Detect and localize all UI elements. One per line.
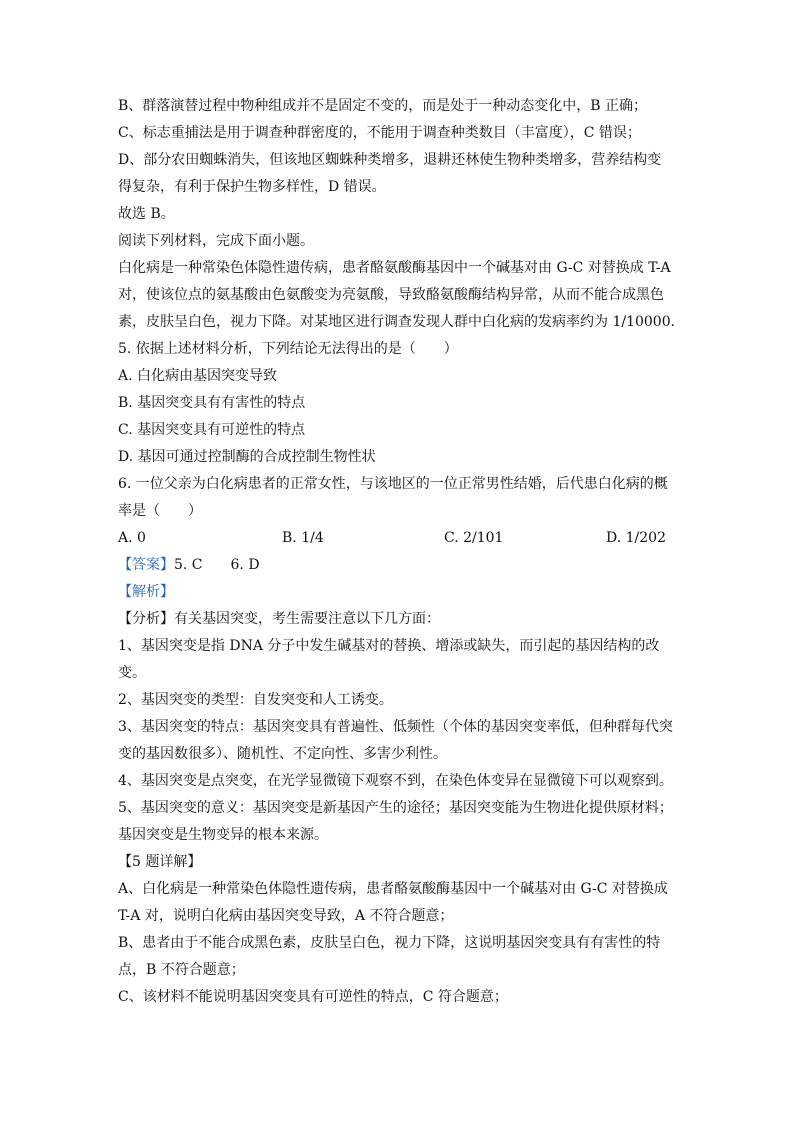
- analysis-line: 2、基因突变的类型：自发突变和人工诱变。: [118, 692, 393, 708]
- q6-option-a: A. 0: [118, 530, 146, 546]
- text-line: 白化病是一种常染色体隐性遗传病，患者酪氨酸酶基因中一个碱基对由 G-C 对替换成 T-A: [118, 260, 671, 276]
- option-b: B. 基因突变具有有害性的特点: [118, 395, 306, 411]
- question-6: 6. 一位父亲为白化病患者的正常女性，与该地区的一位正常男性结婚，后代患白化病的概: [118, 476, 668, 492]
- analysis-line: 变。: [118, 665, 146, 681]
- analysis-line: 变的基因数很多）、随机性、不定向性、多害少利性。: [118, 746, 447, 762]
- option-d: D. 基因可通过控制酶的合成控制生物性状: [118, 449, 376, 465]
- text-line: 素，皮肤呈白色，视力下降。对某地区进行调查发现人群中白化病的发病率约为 1/10000.: [118, 314, 676, 330]
- answer-tag: 【答案】: [118, 557, 174, 573]
- q6-option-b: B. 1/4: [282, 530, 324, 546]
- text-line: 对，使该位点的氨基酸由色氨酸变为亮氨酸，导致酪氨酸酶结构异常，从而不能合成黑色: [118, 287, 664, 303]
- text-line: D、部分农田蜘蛛消失，但该地区蜘蛛种类增多，退耕还林使生物种类增多，营养结构变: [118, 152, 662, 168]
- analysis-intro-line: [118, 610, 440, 628]
- analysis-sub-tag: 【分析】: [118, 611, 174, 627]
- question-5: 5. 依据上述材料分析，下列结论无法得出的是（ ）: [118, 341, 458, 357]
- analysis-line: 5、基因突变的意义：基因突变是新基因产生的途径；基因突变能为生物进化提供原材料；: [118, 800, 673, 816]
- question-6-cont: 率是（ ）: [118, 503, 202, 519]
- answer-line: [118, 556, 260, 574]
- detail-line: C、该材料不能说明基因突变具有可逆性的特点，C 符合题意；: [118, 989, 508, 1005]
- detail-line: B、患者由于不能合成黑色素，皮肤呈白色，视力下降，这说明基因突变具有有害性的特: [118, 935, 661, 951]
- text-line: 阅读下列材料，完成下面小题。: [118, 233, 314, 249]
- analysis-tag: 【解析】: [118, 584, 174, 600]
- q6-option-d: D. 1/202: [606, 530, 666, 546]
- analysis-line: 1、基因突变是指 DNA 分子中发生碱基对的替换、增添或缺失，而引起的基因结构的改: [118, 638, 660, 654]
- q6-option-c: C. 2/101: [444, 530, 504, 546]
- text-line: 得复杂，有利于保护生物多样性，D 错误。: [118, 179, 386, 195]
- text-line: C、标志重捕法是用于调查种群密度的，不能用于调查种类数目（丰富度），C 错误；: [118, 125, 641, 141]
- detail-line: A、白化病是一种常染色体隐性遗传病，患者酪氨酸酶基因中一个碱基对由 G-C 对替换成: [118, 881, 668, 897]
- text-line: B、群落演替过程中物种组成并不是固定不变的，而是处于一种动态变化中，B 正确；: [118, 98, 648, 114]
- analysis-line: 4、基因突变是点突变，在光学显微镜下观察不到，在染色体变异在显微镜下可以观察到。: [118, 773, 673, 789]
- text-line: 故选 B。: [118, 206, 175, 222]
- analysis-line: 基因突变是生物变异的根本来源。: [118, 827, 328, 843]
- detail-tag: 【5 题详解】: [118, 854, 202, 870]
- option-c: C. 基因突变具有可逆性的特点: [118, 422, 306, 438]
- answer-text: 5. C 6. D: [174, 557, 260, 573]
- option-a: A. 白化病由基因突变导致: [118, 368, 278, 384]
- analysis-intro: 有关基因突变，考生需要注意以下几方面：: [174, 611, 440, 627]
- detail-line: T-A 对，说明白化病由基因突变导致，A 不符合题意；: [118, 908, 454, 924]
- detail-line: 点，B 不符合题意；: [118, 962, 245, 978]
- analysis-line: 3、基因突变的特点：基因突变具有普遍性、低频性（个体的基因突变率低，但种群每代突: [118, 719, 673, 735]
